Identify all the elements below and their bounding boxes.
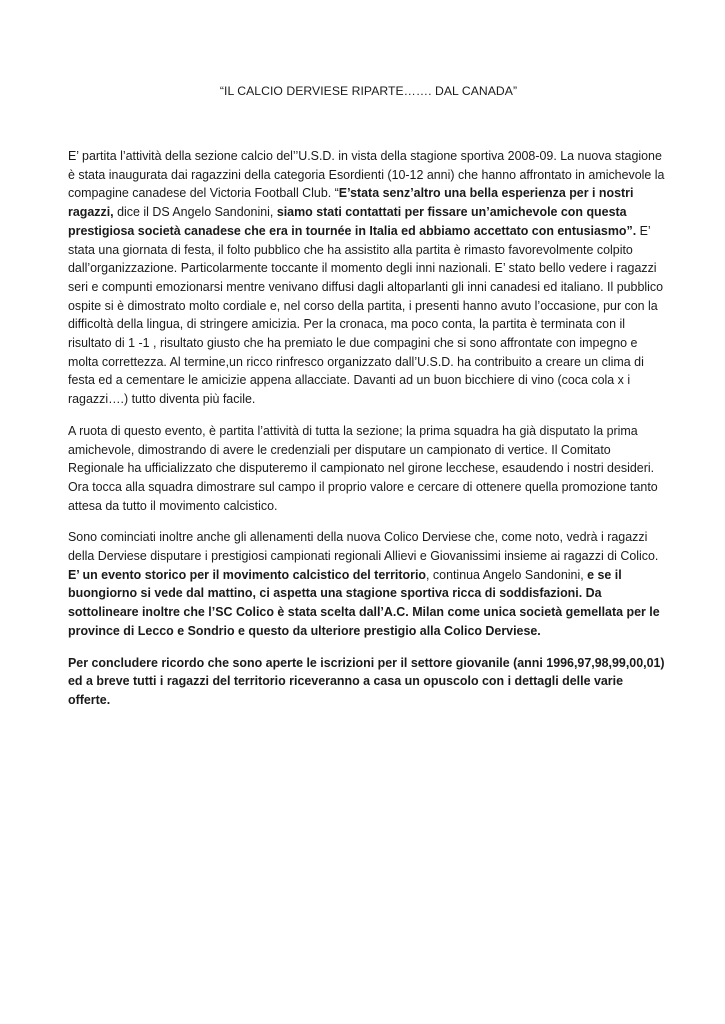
paragraph-1: [68, 147, 665, 409]
paragraph-text: A ruota di questo evento, è partita l’attività di tutta la sezione; la prima squadra ha già disputato la prima amichevole, dimostrando di avere le credenziali per disputare un campionato di vertice. Il Comitato Regionale ha ufficializzato che disputeremo il campionato nel girone lecchese, esaudendo i nostri desideri. Ora tocca alla squadra dimostrare sul campo il proprio valore e cercare di ottenere quella promozione tanto attesa da tutto il movimento calcistico.: [68, 423, 658, 513]
paragraph-bold-text: e se il buongiorno si vede dal mattino, ci aspetta una stagione sportiva ricca di soddisfazioni. Da sottolineare inoltre che l’SC Colico è stata scelta dall’A.C. Milan come unica società gemellata per le province di Lecco e Sondrio e questo da ulteriore prestigio alla Colico Derviese.: [68, 567, 660, 638]
paragraph-text: , continua Angelo Sandonini,: [426, 567, 588, 582]
document-title: “IL CALCIO DERVIESE RIPARTE……. DAL CANADA”: [219, 84, 518, 98]
paragraph-text: E’ stata una giornata di festa, il folto pubblico che ha assistito alla partita è rimasto favorevolmente colpito dall’organizzazione. Particolarmente toccante il momento degli inni nazionali. E’ stato bello vedere i ragazzi seri e compunti emozionarsi mentre venivano diffusi dagli altoparlanti gli inni canadesi ed italiano. Il pubblico ospite si è dimostrato molto cordiale e, nel corso della partita, i presenti hanno avuto l’occasione, pur con la difficoltà della lingua, di stringere amicizia. Per la cronaca, ma poco conta, la partita è terminata con il risultato di 1 -1 , risultato giusto che ha premiato le due compagini che si sono affrontate con impegno e molta correttezza. Al termine,un ricco rinfresco organizzato dall’U.S.D. ha contribuito a creare un clima di festa ed a cementare le amicizie appena allacciate. Davanti ad un buon bicchiere di vino (coca cola x i ragazzi….) tutto diventa più facile.: [68, 223, 664, 407]
paragraph-text: dice il DS Angelo Sandonini,: [113, 205, 277, 220]
paragraph-3: [68, 528, 665, 640]
paragraph-bold-text: siamo stati contattati per fissare un’amichevole con questa prestigiosa società canadese che era in tournée in Italia ed abbiamo accettato con entusiasmo”.: [68, 205, 637, 238]
paragraph-bold-text: E’ un evento storico per il movimento calcistico del territorio: [68, 567, 427, 582]
paragraph-text: E’ partita l’attività della sezione calcio del’’U.S.D. in vista della stagione sportiva 2008-09. La nuova stagione è stata inaugurata dai ragazzini della categoria Esordienti (10-12 anni) che hanno affrontato in amichevole la compagine canadese del Victoria Football Club. “: [68, 149, 665, 201]
paragraph-text: Sono cominciati inoltre anche gli allenamenti della nuova Colico Derviese che, come noto, vedrà i ragazzi della Derviese disputare i prestigiosi campionati regionali Allievi e Giovanissimi insieme ai ragazzi di Colico.: [68, 530, 659, 564]
paragraph-4: [68, 654, 665, 710]
paragraph-2: [68, 422, 665, 516]
paragraph-bold-text: E’stata senz’altro una bella esperienza per i nostri ragazzi,: [68, 186, 634, 220]
paragraph-bold-text: Per concludere ricordo che sono aperte le iscrizioni per il settore giovanile (anni 1996,97,98,99,00,01) ed a breve tutti i ragazzi del territorio riceveranno a casa un opuscolo con i dettagli delle varie offerte.: [68, 655, 665, 707]
